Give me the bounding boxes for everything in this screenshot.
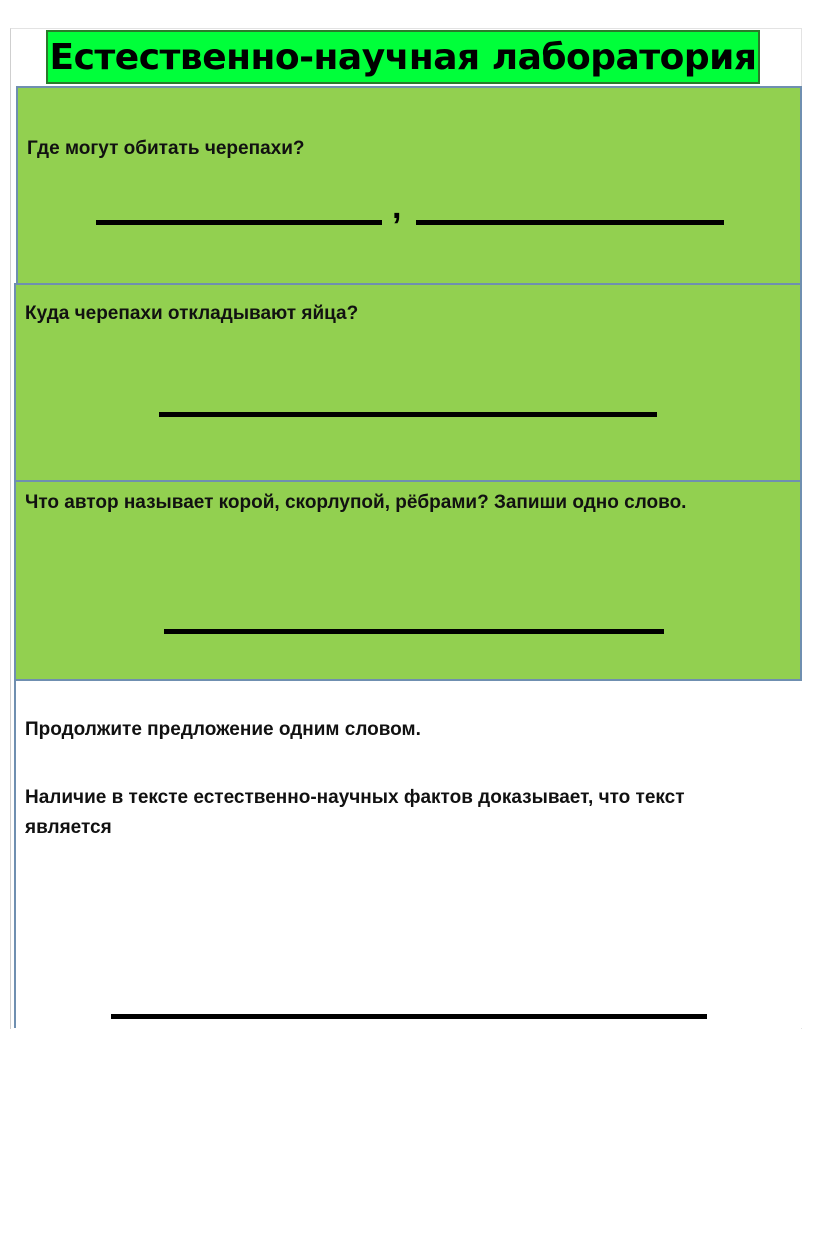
final-task-sentence: Наличие в тексте естественно-научных фактов доказывает, что текст является bbox=[25, 787, 685, 838]
page-title: Естественно-научная лаборатория bbox=[49, 36, 757, 78]
final-task-panel bbox=[14, 679, 802, 1028]
answer-line-1a[interactable] bbox=[96, 220, 382, 225]
question-3-text: Что автор называет корой, скорлупой, рёбрами? Запиши одно слово. bbox=[25, 492, 687, 513]
answer-line-2[interactable] bbox=[159, 412, 657, 417]
question-2-text: Куда черепахи откладывают яйца? bbox=[25, 303, 359, 324]
answer-line-4[interactable] bbox=[111, 1014, 707, 1019]
answer-line-3[interactable] bbox=[164, 629, 664, 634]
question-panel-2 bbox=[14, 283, 802, 483]
answer-line-1b[interactable] bbox=[416, 220, 724, 225]
question-1-text: Где могут обитать черепахи? bbox=[27, 138, 305, 159]
title-banner bbox=[46, 30, 760, 84]
question-panel-3 bbox=[14, 480, 802, 682]
answer-separator: , bbox=[392, 188, 402, 226]
final-task-instruction: Продолжите предложение одним словом. bbox=[25, 719, 421, 740]
question-panel-1 bbox=[16, 86, 802, 286]
